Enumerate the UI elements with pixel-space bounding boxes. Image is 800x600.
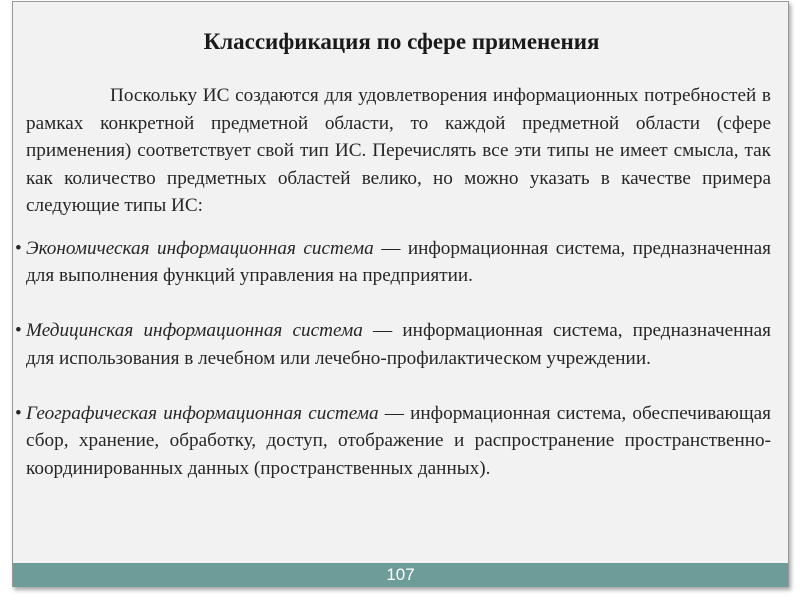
slide <box>12 1 789 587</box>
list-item-definition: — информационная система, обеспечивающая сбор, хранение, обработку, доступ, отображение и распространение пространственно-координированных данных (пространственных данных). <box>26 402 771 479</box>
list-item-economic-is <box>15 235 771 290</box>
list-item-definition: — информационная система, предназначенная для выполнения функций управления на предприятии. <box>26 237 771 286</box>
list-item-term: Экономическая информационная система <box>26 237 374 259</box>
slide-body <box>13 82 771 482</box>
intro-paragraph: Поскольку ИС создаются для удовлетворения информационных потребностей в рамках конкретной предметной области, то каждой предметной области (сфере применения) соответствует свой тип ИС. Перечислять все эти типы не имеет смысла, так как количество предметных областей велико, но можно указать в качестве примера следующие типы ИС: <box>26 85 771 216</box>
list-item-medical-is <box>15 317 771 372</box>
list-item-term: Географическая информационная система <box>26 402 379 424</box>
list-item-definition: — информационная система, предназначенная для использования в лечебном или лечебно-профилактическом учреждении. <box>26 320 771 369</box>
list-item-term: Медицинская информационная система <box>26 320 363 341</box>
bullet-icon: • <box>15 402 22 424</box>
page-number: 107 <box>386 565 415 584</box>
footer-bar <box>13 563 788 587</box>
list-item-geographic-is <box>15 400 771 483</box>
bullet-icon: • <box>15 320 22 341</box>
bullet-icon: • <box>15 237 22 259</box>
slide-title: Классификация по сфере применения <box>203 29 600 54</box>
